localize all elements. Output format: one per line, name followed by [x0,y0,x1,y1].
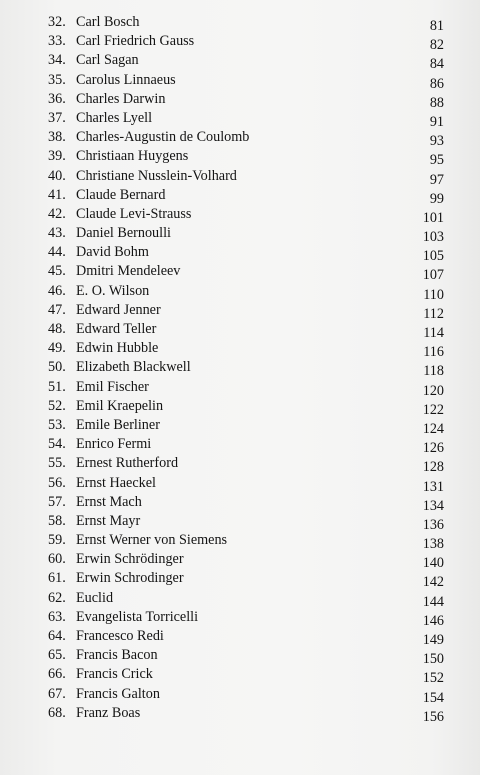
entry-number: 42. [48,205,66,222]
list-item [0,33,480,52]
entry-page: 112 [423,305,444,322]
entry-name: Ernst Werner von Siemens [76,532,228,549]
entry-page: 107 [422,267,444,284]
list-item [0,148,480,167]
entry-page: 114 [423,325,444,341]
entry-number: 62. [48,589,66,606]
entry-number: 50. [48,359,66,376]
entry-page: 136 [422,516,444,533]
list-item [0,379,480,398]
list-item [0,91,480,110]
entry-name: Edward Teller [76,321,157,337]
entry-page: 81 [429,18,444,34]
entry-page: 134 [422,497,444,514]
entry-name: Carl Friedrich Gauss [76,33,195,50]
list-item [0,168,480,187]
entry-page: 103 [422,229,444,246]
entry-page: 124 [422,420,444,437]
list-item [0,417,480,436]
entry-page: 101 [422,209,444,226]
entry-name: Claude Bernard [76,186,166,203]
entry-number: 52. [48,397,66,414]
list-item [0,455,480,474]
entry-name: Francis Crick [76,666,153,683]
entry-number: 32. [48,14,66,30]
entry-number: 45. [48,263,66,280]
list-item [0,398,480,417]
list-item [0,705,480,724]
list-item [0,52,480,71]
entry-name: Charles-Augustin de Coulomb [76,129,250,146]
entry-page: 93 [429,133,444,150]
list-item [0,225,480,244]
entry-name: E. O. Wilson [76,282,150,299]
entry-number: 59. [48,532,66,549]
entry-name: Edwin Hubble [76,340,159,357]
entry-name: Elizabeth Blackwell [76,359,191,376]
list-item [0,666,480,685]
entry-number: 33. [48,33,66,50]
entry-page: 84 [429,56,444,73]
entry-number: 35. [48,71,66,88]
list-item [0,532,480,551]
entry-page: 149 [422,632,444,648]
entry-name: Christiaan Huygens [76,148,189,165]
list-item [0,570,480,589]
list-item [0,283,480,302]
entry-page: 116 [423,344,444,361]
entry-number: 57. [48,493,66,510]
entry-number: 37. [48,109,66,126]
entry-number: 46. [48,282,66,299]
list-item [0,494,480,513]
entry-name: Christiane Nusslein-Volhard [76,167,237,184]
list-item [0,436,480,455]
entry-name: Emil Fischer [76,378,149,395]
entry-name: Emil Kraepelin [76,397,164,414]
entry-page: 99 [429,190,444,207]
entry-page: 146 [422,612,444,629]
list-item [0,72,480,91]
entry-name: Edward Jenner [76,301,161,318]
entry-name: Franz Boas [76,704,141,721]
entry-page: 122 [422,401,444,418]
entry-number: 44. [48,244,66,261]
entry-name: Enrico Fermi [76,436,152,453]
entry-name: Ernest Rutherford [76,455,179,472]
entry-name: Charles Lyell [76,109,153,126]
list-item [0,206,480,225]
list-item [0,551,480,570]
entry-number: 34. [48,52,66,69]
entry-name: Ernst Mach [76,493,142,510]
entry-page: 156 [422,708,444,725]
list-item [0,609,480,628]
entry-name: Charles Darwin [76,90,166,107]
entry-page: 126 [422,440,444,457]
entry-name: David Bohm [76,244,149,261]
entry-number: 38. [48,129,66,146]
entry-page: 138 [422,536,444,553]
list-item [0,244,480,263]
entry-number: 63. [48,608,66,625]
entry-page: 110 [423,286,444,303]
list-item [0,359,480,378]
entry-page: 154 [422,689,444,706]
entry-number: 41. [48,186,66,203]
entry-number: 66. [48,666,66,683]
entry-page: 97 [429,171,444,188]
entry-number: 47. [48,301,66,318]
entry-name: Erwin Schrodinger [76,570,184,587]
entry-page: 150 [422,651,444,668]
entry-number: 55. [48,455,66,472]
entry-name: Carl Sagan [76,52,139,69]
entry-name: Carl Bosch [76,14,140,30]
entry-page: 140 [422,555,444,572]
entry-name: Evangelista Torricelli [76,608,199,625]
entry-name: Francesco Redi [76,628,164,644]
list-item [0,302,480,321]
entry-name: Euclid [76,589,114,606]
entry-number: 54. [48,436,66,453]
entry-number: 39. [48,148,66,165]
list-item [0,513,480,532]
entry-page: 142 [422,574,444,591]
entry-number: 68. [48,704,66,721]
entry-number: 36. [48,90,66,107]
list-item [0,14,480,33]
entry-page: 91 [429,113,444,130]
entry-number: 53. [48,416,66,433]
entry-number: 51. [48,378,66,395]
entry-number: 67. [48,685,66,702]
list-item [0,187,480,206]
entry-page: 86 [429,75,444,92]
list-item [0,263,480,282]
list-item [0,110,480,129]
entry-number: 65. [48,647,66,664]
entry-number: 49. [48,340,66,357]
list-item [0,686,480,705]
list-item [0,590,480,609]
entry-number: 40. [48,167,66,184]
entry-page: 118 [423,363,444,380]
entry-page: 95 [429,152,444,169]
entry-number: 61. [48,570,66,587]
list-item [0,628,480,647]
list-item [0,647,480,666]
list-item [0,340,480,359]
entry-name: Erwin Schrödinger [76,551,184,568]
entry-number: 64. [48,628,66,644]
entry-page: 82 [429,37,444,54]
list-item [0,321,480,340]
entry-number: 48. [48,321,66,337]
entry-name: Ernst Haeckel [76,474,156,491]
entry-number: 58. [48,512,66,529]
entry-page: 131 [422,478,444,495]
entry-name: Francis Galton [76,685,160,702]
entry-name: Francis Bacon [76,647,158,664]
entry-name: Carolus Linnaeus [76,71,176,88]
entry-name: Dmitri Mendeleev [76,263,181,280]
entry-page: 152 [422,670,444,687]
entry-name: Claude Levi-Strauss [76,205,192,222]
entry-page: 120 [422,382,444,399]
entry-number: 43. [48,225,66,242]
entry-page: 88 [429,94,444,111]
entry-name: Daniel Bernoulli [76,225,171,242]
contents-list [0,14,480,724]
entry-number: 60. [48,551,66,568]
entry-page: 105 [422,248,444,265]
entry-name: Ernst Mayr [76,512,141,529]
entry-number: 56. [48,474,66,491]
list-item [0,475,480,494]
entry-page: 144 [422,593,444,610]
entry-page: 128 [422,459,444,476]
entry-name: Emile Berliner [76,416,160,433]
list-item [0,129,480,148]
